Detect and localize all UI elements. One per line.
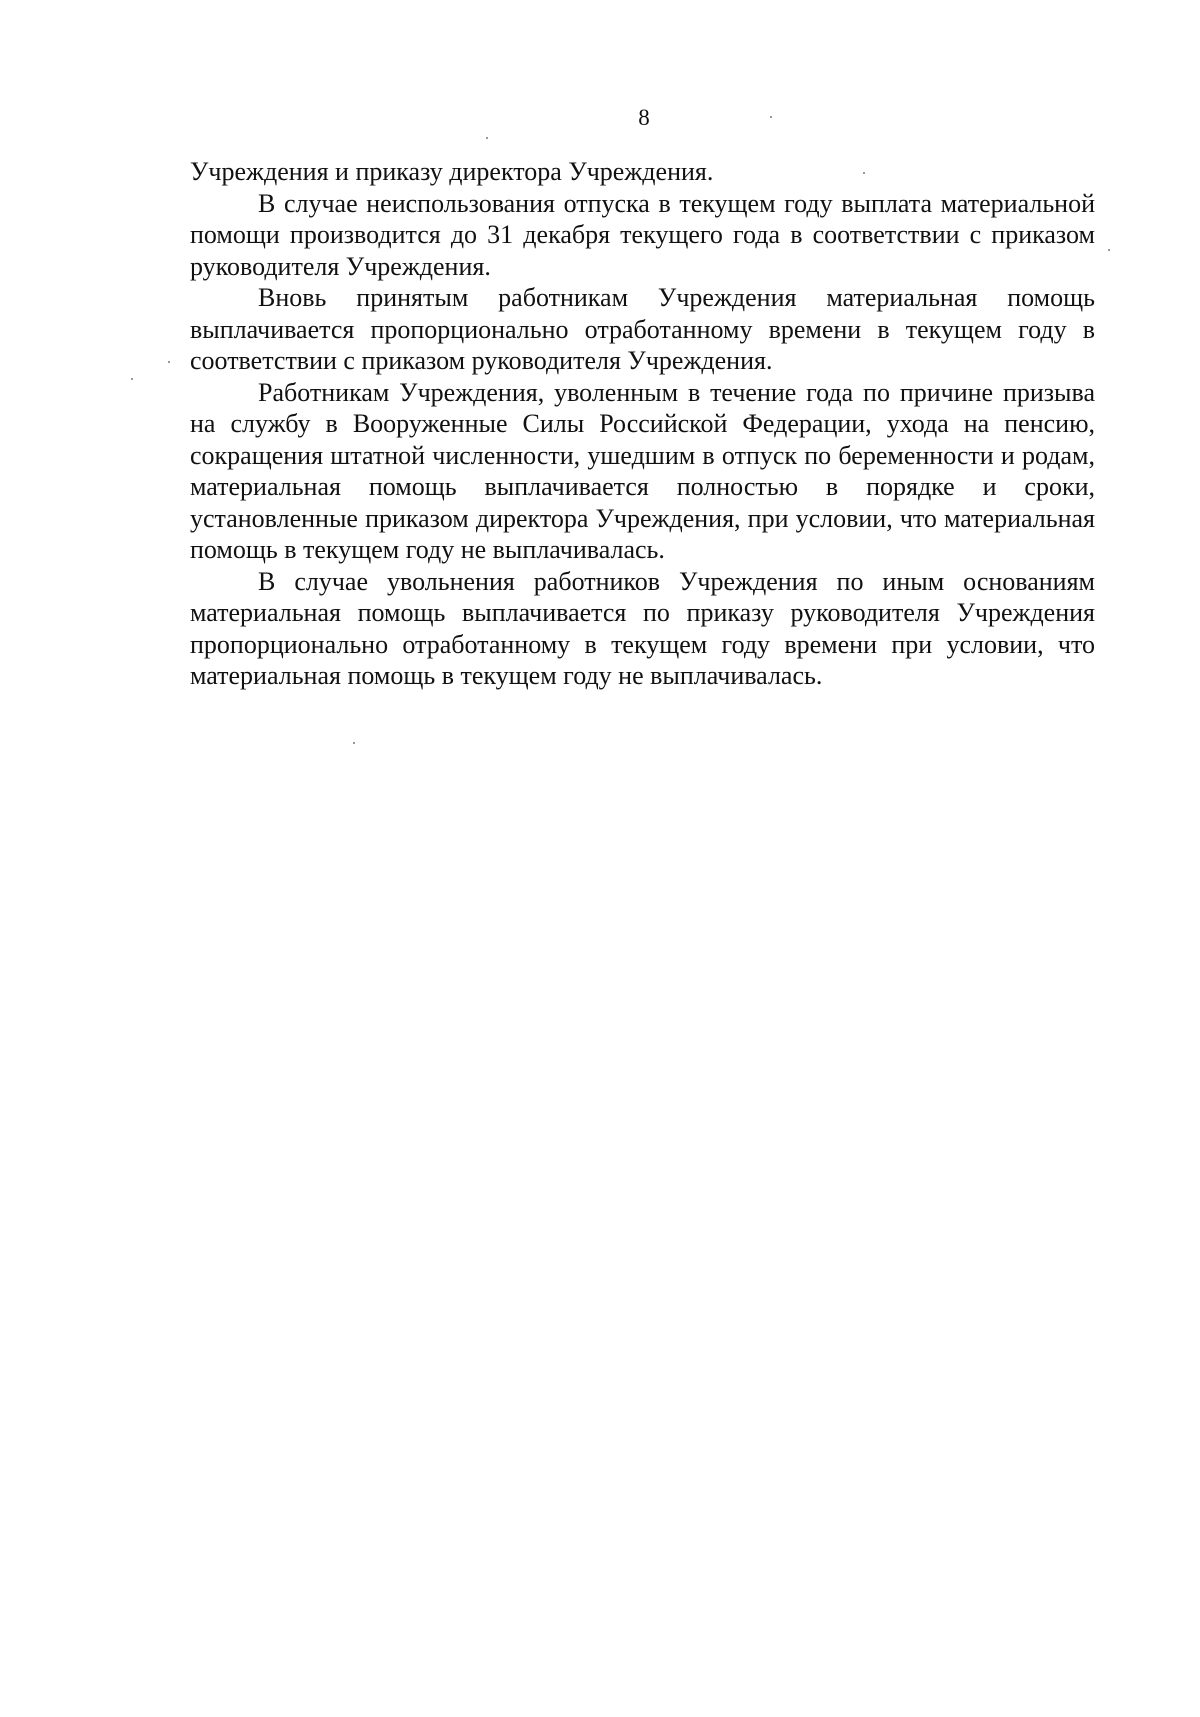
page-number: 8: [638, 105, 650, 130]
scan-speck: [1108, 249, 1110, 251]
scan-speck: [486, 137, 488, 139]
scan-speck: [863, 172, 865, 174]
scan-speck: [131, 378, 133, 380]
scan-speck: [770, 116, 772, 118]
paragraph-dismissed-employees: Работникам Учреждения, уволенным в течение года по причине призыва на службу в Вооруженные Силы Российской Федерации, ухода на пенсию, сокращения штатной численности, ушедшим в отпуск по беременности и родам, материальная помощь выплачивается полностью в порядке и сроки, установленные приказом директора Учреждения, при условии, что материальная помощь в текущем году не выплачивалась.: [190, 377, 1095, 564]
scan-speck: [353, 742, 355, 744]
scan-speck: [168, 361, 170, 363]
document-body: [190, 156, 1095, 692]
paragraph-unused-vacation: В случае неиспользования отпуска в текущем году выплата материальной помощи производится до 31 декабря текущего года в соответствии с приказом руководителя Учреждения.: [190, 188, 1095, 281]
paragraph-other-dismissals: В случае увольнения работников Учреждения по иным основаниям материальная помощь выплачивается по приказу руководителя Учреждения пропорционально отработанному в текущем году времени при условии, что материальная помощь в текущем году не выплачивалась.: [190, 566, 1095, 690]
paragraph-new-employees: Вновь принятым работникам Учреждения материальная помощь выплачивается пропорционально отработанному времени в текущем году в соответствии с приказом руководителя Учреждения.: [190, 283, 1095, 375]
paragraph-continuation: Учреждения и приказу директора Учреждения.: [190, 157, 714, 186]
